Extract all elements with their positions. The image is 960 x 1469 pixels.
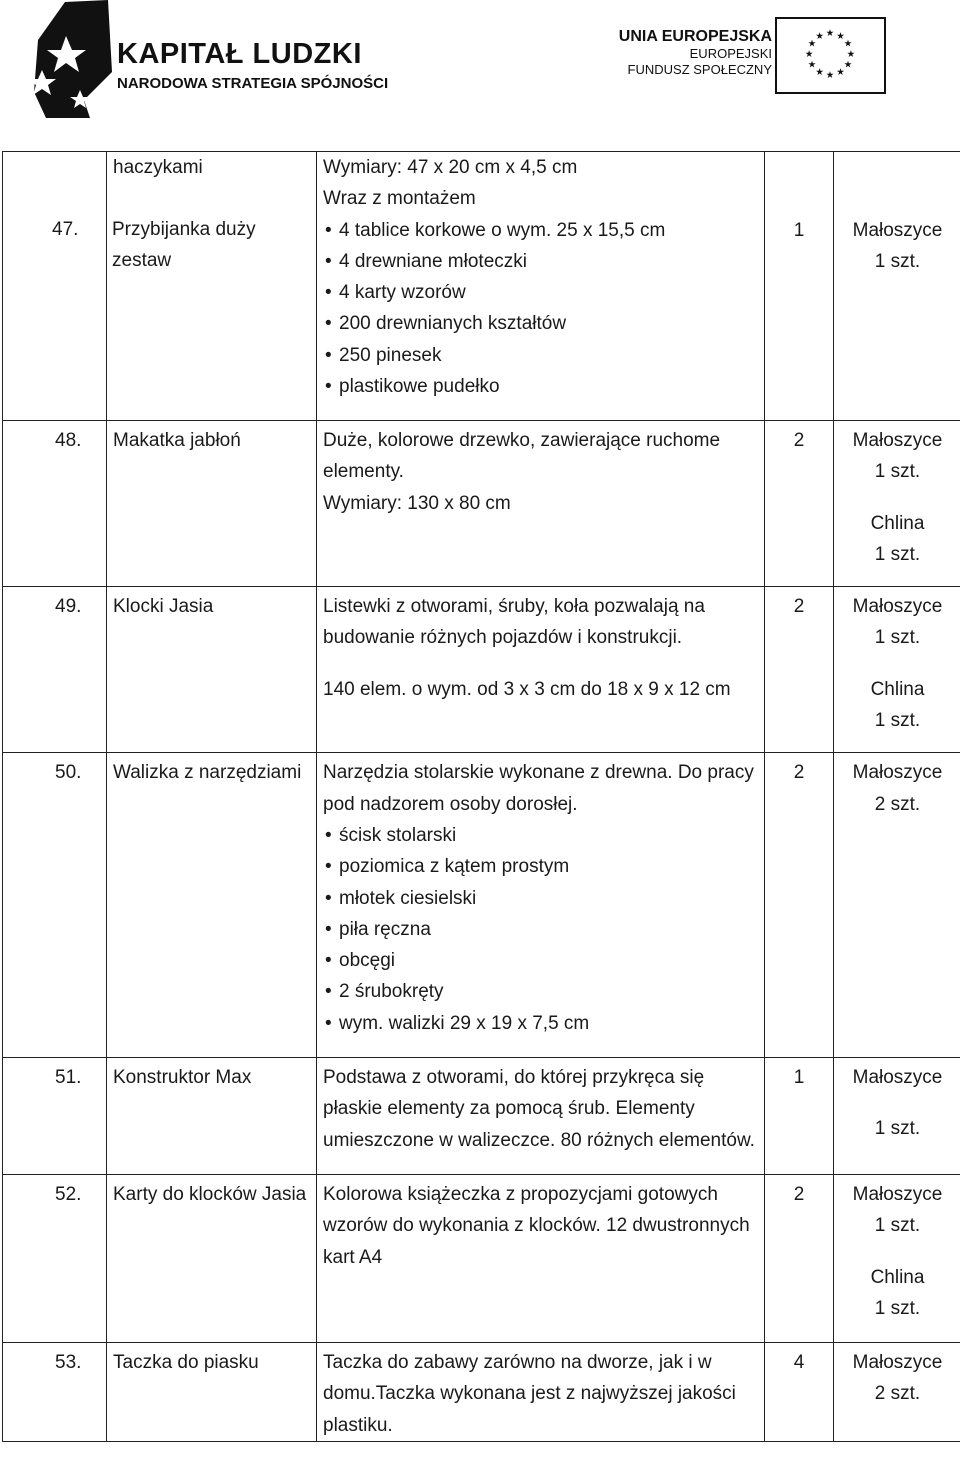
item-quantity xyxy=(765,152,834,421)
list-item: • wym. walizki 29 x 19 x 7,5 cm xyxy=(323,1008,756,1039)
desc-line: 140 elem. o wym. od 3 x 3 cm do 18 x 9 x 12 cm xyxy=(323,678,731,700)
bullet-list xyxy=(323,215,756,403)
item-number: 53. xyxy=(3,1343,107,1442)
item-location xyxy=(834,152,960,421)
desc-line: Wymiary: 130 x 80 cm xyxy=(323,492,511,514)
list-item: • młotek ciesielski xyxy=(323,883,756,914)
list-item: • 4 karty wzorów xyxy=(323,277,756,308)
table-row xyxy=(3,1174,960,1342)
location-count: 1 szt. xyxy=(874,1118,921,1140)
document-header xyxy=(0,0,960,130)
location-name: Małoszyce xyxy=(852,762,943,784)
item-description xyxy=(317,753,765,1058)
kapital-ludzki-title: KAPITAŁ LUDZKI xyxy=(117,38,362,70)
location-count: 2 szt. xyxy=(874,793,921,815)
eu-line-2: FUNDUSZ SPOŁECZNY xyxy=(627,62,772,77)
svg-text:★: ★ xyxy=(815,30,824,42)
item-number: 47. xyxy=(52,219,79,240)
item-location xyxy=(834,421,960,587)
location-name: Chlina xyxy=(870,1266,925,1288)
item-name: Taczka do piasku xyxy=(107,1343,317,1442)
item-description xyxy=(317,1343,765,1442)
location-name: Małoszyce xyxy=(852,1352,943,1374)
location-count: 1 szt. xyxy=(874,543,921,565)
svg-text:★: ★ xyxy=(804,48,814,60)
desc-line: Wraz z montażem xyxy=(323,188,476,210)
location-count: 1 szt. xyxy=(874,1297,921,1319)
svg-text:★: ★ xyxy=(843,38,853,50)
list-item: • piła ręczna xyxy=(323,914,756,945)
item-name: Karty do klocków Jasia xyxy=(107,1174,317,1342)
item-number: 51. xyxy=(3,1058,107,1175)
item-quantity: 4 xyxy=(765,1343,834,1442)
location-count: 1 szt. xyxy=(874,1215,921,1237)
svg-text:★: ★ xyxy=(843,59,853,71)
item-number xyxy=(3,152,107,421)
location-name: Małoszyce xyxy=(852,219,943,241)
item-number: 52. xyxy=(3,1174,107,1342)
kapital-ludzki-subtitle: NARODOWA STRATEGIA SPÓJNOŚCI xyxy=(117,75,389,92)
svg-text:★: ★ xyxy=(836,30,845,42)
bullet-list xyxy=(323,820,756,1039)
item-name: Walizka z narzędziami xyxy=(107,753,317,1058)
item-number: 49. xyxy=(3,587,107,753)
list-item: • plastikowe pudełko xyxy=(323,371,756,402)
desc-line: Listewki z otworami, śruby, koła pozwalają na budowanie różnych pojazdów i konstrukcji. xyxy=(323,596,705,649)
table-row xyxy=(3,587,960,753)
list-item: • 200 drewnianych kształtów xyxy=(323,308,756,339)
items-table-continued xyxy=(2,420,960,1442)
item-location xyxy=(834,587,960,753)
qty-value: 1 xyxy=(793,219,805,241)
location-name: Małoszyce xyxy=(852,1183,943,1205)
item-location xyxy=(834,1174,960,1342)
item-description xyxy=(317,421,765,587)
item-quantity: 2 xyxy=(765,1174,834,1342)
table-row xyxy=(3,421,960,587)
eu-flag-icon xyxy=(775,17,886,94)
item-description xyxy=(317,1174,765,1342)
list-item: • poziomica z kątem prostym xyxy=(323,851,756,882)
desc-line: Kolorowa książeczka z propozycjami gotowych wzorów do wykonania z klocków. 12 dwustronnych kart A4 xyxy=(323,1183,750,1268)
table-row xyxy=(3,1343,960,1442)
item-quantity: 2 xyxy=(765,753,834,1058)
location-name: Małoszyce xyxy=(852,430,943,451)
desc-line: Taczka do zabawy zarówno na dworze, jak i w domu.Taczka wykonana jest z najwyższej jakości plastiku. xyxy=(323,1352,736,1436)
item-location xyxy=(834,753,960,1058)
item-number: 48. xyxy=(3,421,107,587)
svg-text:★: ★ xyxy=(807,38,817,50)
svg-text:★: ★ xyxy=(825,28,835,40)
table-row xyxy=(3,753,960,1058)
desc-line: Wymiary: 47 x 20 cm x 4,5 cm xyxy=(323,157,578,178)
item-location xyxy=(834,1058,960,1175)
location-count: 1 szt. xyxy=(874,250,921,272)
list-item: • ścisk stolarski xyxy=(323,820,756,851)
desc-line: Podstawa z otworami, do której przykręca się płaskie elementy za pomocą śrub. Elementy umieszczone w walizeczce. 80 różnych elementów. xyxy=(323,1067,755,1151)
list-item: • 4 tablice korkowe o wym. 25 x 15,5 cm xyxy=(323,215,756,246)
table-row xyxy=(3,1058,960,1175)
location-name: Chlina xyxy=(870,678,925,700)
item-description xyxy=(317,152,765,421)
list-item: • 250 pinesek xyxy=(323,340,756,371)
item-number: 50. xyxy=(3,753,107,1058)
location-name: Chlina xyxy=(870,512,925,534)
svg-text:★: ★ xyxy=(846,48,856,60)
eu-logo-text xyxy=(612,28,772,78)
item-name: Konstruktor Max xyxy=(107,1058,317,1175)
svg-text:★: ★ xyxy=(825,69,835,81)
list-item: • 4 drewniane młoteczki xyxy=(323,246,756,277)
list-item: • 2 śrubokręty xyxy=(323,976,756,1007)
location-name: Małoszyce xyxy=(852,1067,943,1089)
location-count: 2 szt. xyxy=(874,1383,921,1405)
svg-text:★: ★ xyxy=(807,59,817,71)
item-name: Przybijanka duży zestaw xyxy=(112,219,256,272)
svg-text:★: ★ xyxy=(815,66,824,78)
location-count: 1 szt. xyxy=(874,627,921,649)
desc-line: Narzędzia stolarskie wykonane z drewna. Do pracy pod nadzorem osoby dorosłej. xyxy=(323,762,754,815)
location-count: 1 szt. xyxy=(874,710,921,732)
item-description xyxy=(317,587,765,753)
item-name: Makatka jabłoń xyxy=(107,421,317,587)
list-item: • obcęgi xyxy=(323,945,756,976)
item-location xyxy=(834,1343,960,1442)
items-table xyxy=(2,151,960,421)
location-name: Małoszyce xyxy=(852,596,943,618)
item-quantity: 1 xyxy=(765,1058,834,1175)
item-description xyxy=(317,1058,765,1175)
item-name: haczykami xyxy=(107,152,317,421)
svg-text:★: ★ xyxy=(836,66,845,78)
eu-line-1: EUROPEJSKI xyxy=(689,46,772,61)
item-name: Klocki Jasia xyxy=(107,587,317,753)
eu-title: UNIA EUROPEJSKA xyxy=(618,28,772,45)
table-row xyxy=(3,152,960,421)
item-quantity: 2 xyxy=(765,421,834,587)
item-quantity: 2 xyxy=(765,587,834,753)
desc-line: Duże, kolorowe drzewko, zawierające ruchome elementy. xyxy=(323,430,721,483)
location-count: 1 szt. xyxy=(874,461,921,483)
